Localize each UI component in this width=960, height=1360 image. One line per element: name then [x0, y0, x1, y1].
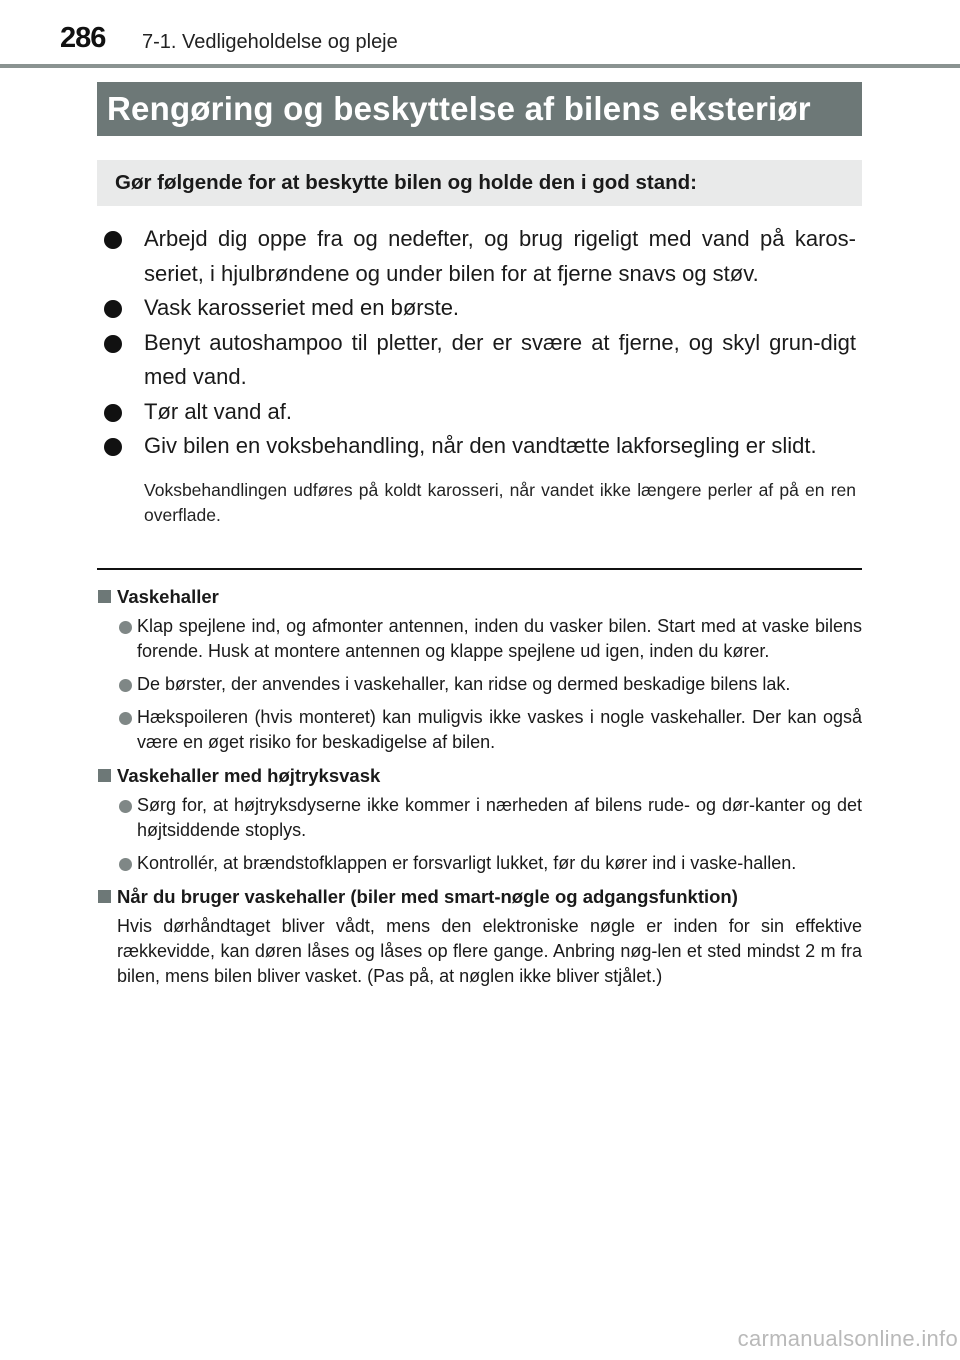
square-bullet-icon — [98, 590, 111, 603]
bullet-dot-icon — [119, 800, 132, 813]
subsection-item: Klap spejlene ind, og afmonter antennen, inden du vasker bilen. Start med at vaske bilens forende. Husk at montere antennen og klappe spejlene ud igen, inden du kører. — [97, 614, 862, 664]
section-divider — [97, 568, 862, 570]
bullet-item — [100, 429, 856, 464]
bullet-text: Giv bilen en voksbehandling, når den vandtætte lakforsegling er slidt. — [144, 433, 817, 458]
page-title: Rengøring og beskyttelse af bilens eksteriør — [97, 82, 862, 136]
notes-section — [97, 580, 862, 989]
bullet-dot-icon — [119, 712, 132, 725]
subsection-item: Hækspoileren (hvis monteret) kan muligvis ikke vaskes i nogle vaskehaller. Der kan også være en øget risiko for beskadigelse af bilen. — [97, 705, 862, 755]
bullet-dot-icon — [119, 621, 132, 634]
header-rule — [0, 64, 960, 68]
square-bullet-icon — [98, 890, 111, 903]
bullet-text: Arbejd dig oppe fra og nedefter, og brug rigeligt med vand på karos-seriet, i hjulbrøndene og under bilen for at fjerne snavs og støv. — [144, 226, 856, 286]
bullet-dot-icon — [104, 404, 122, 422]
bullet-dot-icon — [104, 231, 122, 249]
intro-box: Gør følgende for at beskytte bilen og holde den i god stand: — [97, 160, 862, 206]
bullet-dot-icon — [104, 335, 122, 353]
bullet-dot-icon — [104, 438, 122, 456]
bullet-text: Tør alt vand af. — [144, 398, 292, 424]
page-header — [60, 22, 930, 62]
bullet-item — [100, 222, 856, 291]
subsection-item: De børster, der anvendes i vaskehaller, kan ridse og dermed beskadige bilens lak. — [97, 672, 862, 697]
bullet-note: Voksbehandlingen udføres på koldt karosseri, når vandet ikke længere perler af på en ren overflade. — [144, 479, 856, 525]
subsection-item: Sørg for, at højtryksdyserne ikke kommer i nærheden af bilens rude- og dør-kanter og det højtsiddende stoplys. — [97, 793, 862, 843]
bullet-text: Benyt autoshampoo til pletter, der er svære at fjerne, og skyl grun-digt med vand. — [144, 329, 856, 389]
bullet-list — [100, 222, 856, 528]
bullet-item — [100, 291, 856, 326]
watermark: carmanualsonline.info — [737, 1326, 958, 1351]
bullet-item — [100, 326, 856, 395]
bullet-dot-icon — [119, 679, 132, 692]
subsection-heading: Når du bruger vaskehaller (biler med smart-nøgle og adgangsfunktion) — [97, 884, 862, 910]
subsection-item: Kontrollér, at brændstofklappen er forsvarligt lukket, før du kører ind i vaske-hallen. — [97, 851, 862, 876]
bullet-dot-icon — [119, 858, 132, 871]
subsection-heading: Vaskehaller med højtryksvask — [97, 763, 862, 789]
subsection-paragraph: Hvis dørhåndtaget bliver vådt, mens den elektroniske nøgle er inden for sin effektive rækkevidde, kan døren låses og låses op flere gange. Anbring nøg-len et sted mindst 2 m fra bilen, mens bilen bliver vasket. (Pas på, at nøglen ikke bliver stjålet.) — [117, 916, 862, 986]
bullet-dot-icon — [104, 300, 122, 318]
section-label: 7-1. Vedligeholdelse og pleje — [142, 31, 398, 53]
bullet-item — [100, 395, 856, 430]
bullet-text: Vask karosseriet med en børste. — [144, 295, 460, 320]
page-number: 286 — [60, 22, 106, 54]
square-bullet-icon — [98, 769, 111, 782]
subsection-heading: Vaskehaller — [97, 584, 862, 610]
